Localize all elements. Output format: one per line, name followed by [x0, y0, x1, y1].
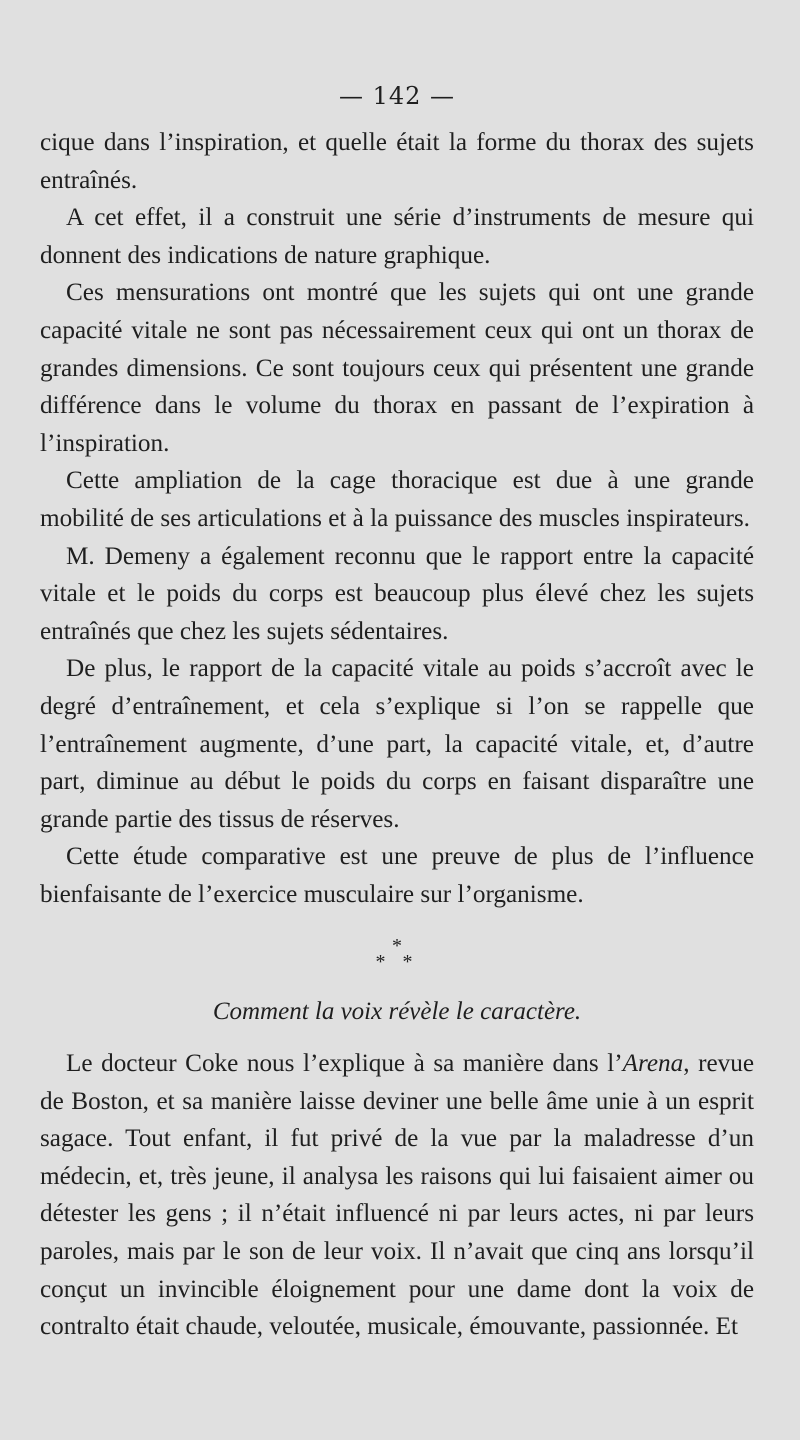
- section-title: Comment la voix révèle le caractère.: [212, 998, 582, 1026]
- paragraph-mensurations: Ces mensurations ont montré que les sujets qui ont une grande capacité vitale ne sont pas nécessairement ceux qui ont un thorax de grandes dimensions. Ce sont toujours ceux qui présentent une grande différence dans le volume du thorax en passant de l’expiration à l’inspiration.: [40, 279, 754, 457]
- paragraph-rapport: De plus, le rapport de la capacité vitale au poids s’accroît avec le degré d’entraînement, et cela s’explique si l’on se rappelle que l’entraînement augmente, d’une part, la capacité vitale, et, d’autre part, diminue au début le poids du corps en faisant disparaître une grande partie des tissus de réserves.: [40, 655, 754, 833]
- asterism-bottom: * *: [375, 951, 419, 974]
- paragraph-coke: [40, 1045, 754, 1346]
- paragraph-continuation: cique dans l’inspiration, et quelle était la forme du thorax des sujets entraînés.: [40, 129, 754, 194]
- page-body: [40, 124, 754, 1346]
- paragraph-ampliation: Cette ampliation de la cage thoracique est due à une grande mobilité de ses articulations et à la puissance des muscles inspirateurs.: [40, 467, 754, 532]
- paragraph-coke-rest: , revue de Boston, et sa manière laisse deviner une belle âme unie à un esprit sagace. Tout enfant, il fut privé de la vue par la maladresse d’un médecin, et, très jeune, il analysa les raisons qui lui faisaient aimer ou détester les gens ; il n’était influencé ni par leurs actes, ni par leurs paroles, mais par le son de leur voix. Il n’avait que cinq ans lorsqu’il conçut un invincible éloignement pour une dame dont la voix de contralto était chaude, veloutée, musicale, émouvante, passionnée. Et: [40, 1050, 755, 1341]
- asterism-top: *: [392, 935, 402, 958]
- asterism-separator: [40, 935, 754, 974]
- paragraph-etude: Cette étude comparative est une preuve de plus de l’influence bienfaisante de l’exercice musculaire sur l’organisme.: [40, 843, 754, 908]
- page-number: — 142 —: [338, 82, 456, 110]
- paragraph-coke-start: Le docteur Coke nous l’explique à sa manière dans l’: [66, 1050, 623, 1078]
- paragraph-instruments: A cet effet, il a construit une série d’instruments de mesure qui donnent des indications de nature graphique.: [40, 204, 754, 269]
- paragraph-demeny: M. Demeny a également reconnu que le rapport entre la capacité vitale et le poids du corps est beaucoup plus élevé chez les sujets entraînés que chez les sujets sédentaires.: [40, 542, 754, 645]
- arena-title: Arena: [622, 1050, 684, 1078]
